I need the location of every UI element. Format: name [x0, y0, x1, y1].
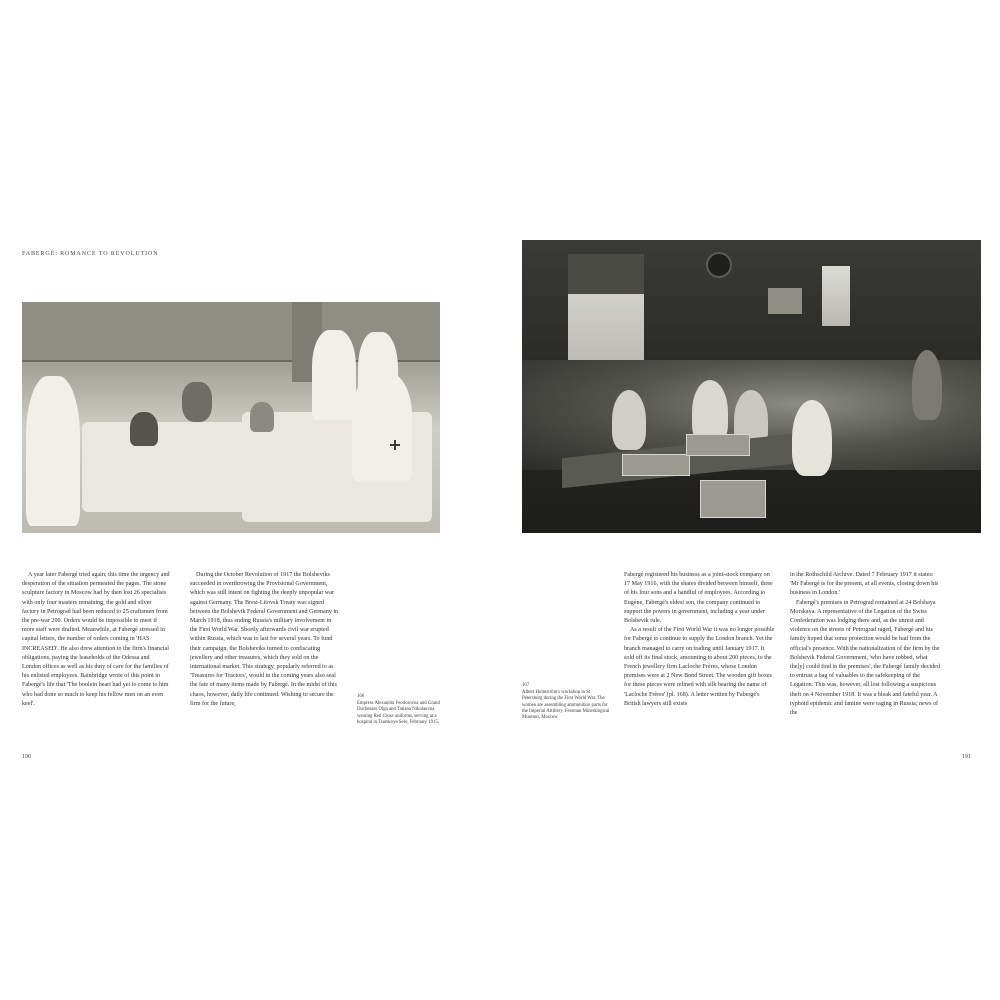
body-paragraph: As a result of the First World War it was no longer possible for Fabergé to continue to supply the London branch. Yet the branch managed to carry on trading until January 1917. It sold off its final stock, amounting to about 200 pieces, to the French jewellery firm Lacloche Frères, whose London premises were at 2 New Bond Street. The wooden gift boxes for these pieces were relined with silk bearing the name of 'Lacloche Frères' (pl. 168). A letter written by Fabergé's British lawyers still exists — [624, 627, 775, 707]
caption-text: Albert Holmström's workshop in St Petersburg during the First World War. The women are assembling ammunition parts for the Imperial Artillery. Fersman Mineralogical Museum, Moscow — [522, 690, 610, 721]
red-cross-icon — [390, 440, 400, 450]
body-paragraph: Fabergé registered his business as a joint-stock company on 17 May 1916, with the shares divided between himself, three of his four sons and a handful of employees. According to Eugène, Fabergé's eldest son, the company continued to support the powers in government, including a year under Bolshevik rule. — [624, 572, 773, 625]
caption-number: 167 — [522, 683, 530, 688]
caption-text: Empress Alexandra Feodorovna and Grand Duchesses Olga and Tatiana Nikolaevna wearing Red Cross uniforms, serving at a hospital in Tsarskoye Selo, February 1915. — [357, 701, 440, 725]
body-paragraph: Fabergé's premises in Petrograd remained at 24 Bolshaya Morskaya. A representative of the Legation of the Swiss Confederation was lodging there and, as the unrest and violence on the streets of Petrograd raged, Fabergé and his family hoped that some protection would be had from the official's presence. With the nationalization of the firm by the Bolshevik Federal Government, 'who have robbed, what the[y] could find in the premises', the Fabergé family decided to entrust a bag of valuables to the safekeeping of the Legation. This was, however, all lost following a suspicious theft on 4 November 1918. It was a bleak and fateful year. A typhoid epidemic and famine were raging in Russia; news of the — [790, 599, 940, 717]
body-paragraph: A year later Fabergé tried again; this time the urgency and desperation of the situation permeated the pages. The stone sculpture factory in Moscow had by then lost 26 specialists with only four masters remaining, the gold and silver factory in Petrograd had been reduced to 25 craftsmen from the pre-war 200. Orders would be impossible to meet if more staff were drafted. Meanwhile, at Fabergé stressed in capital letters, the number of orders coming in 'HAS INCREASED'. He also drew attention to the firm's financial obligations, paying the leaseholds of the Odessa and London offices as well as his duty of care for the families of his enlisted employees. Bainbridge wrote of this point in Fabergé's life that 'The boolein heart had yet to come to him who had done so much to keep his fellow men on an even keel'. — [22, 572, 170, 707]
photo-standing-man — [912, 350, 942, 420]
photo-worker — [612, 390, 646, 450]
caption-167 — [522, 683, 610, 721]
photo-flowers — [182, 382, 212, 422]
photo-patient-head — [130, 412, 158, 446]
hospital-photo — [22, 302, 440, 533]
photo-nurse-right — [352, 372, 412, 482]
body-column-4 — [790, 571, 942, 718]
photo-nurse-back-1 — [312, 330, 356, 420]
body-paragraph: in the Rothschild Archive. Dated 7 February 1917 it states: 'Mr Fabergé is for the present, at all events, closing down his business in London.' — [790, 572, 939, 597]
photo-window-blind — [568, 254, 644, 294]
body-column-2 — [190, 571, 340, 709]
page-number-right: 191 — [962, 754, 971, 760]
photo-wall-board — [768, 288, 802, 314]
body-column-3 — [624, 571, 776, 709]
body-column-1 — [22, 571, 170, 709]
photo-tray — [622, 454, 690, 476]
clock-icon — [706, 252, 732, 278]
photo-crate — [700, 480, 766, 518]
workshop-photo — [522, 240, 981, 533]
body-paragraph: During the October Revolution of 1917 the Bolsheviks succeeded in overthrowing the Provisional Government, which was still intent on fighting the deeply unpopular war against Germany. The Brest-Litovsk Treaty was signed between the Bolshevik Federal Government and Germany in March 1918, thus ending Russia's military involvement in the First World War. Shortly afterwards civil war erupted within Russia, which was to last for several years. To fund their campaign, the Bolsheviks turned to confiscating jewellery and other treasures, which they sold on the international market. This strategy, popularly referred to as 'Treasures for Tractors', would in the coming years also seal the fate of many items made by Fabergé. In the midst of this chaos, however, daily life continued. Wishing to secure the firm for the future, — [190, 572, 339, 707]
running-head: FABERGÉ: ROMANCE TO REVOLUTION — [22, 251, 159, 257]
photo-worker — [792, 400, 832, 476]
photo-patient-head-2 — [250, 402, 274, 432]
photo-nurse-left — [26, 376, 80, 526]
photo-window-right — [822, 266, 850, 326]
photo-tray — [686, 434, 750, 456]
page-number-left: 190 — [22, 754, 31, 760]
caption-number: 166 — [357, 694, 365, 699]
caption-166 — [357, 694, 445, 726]
